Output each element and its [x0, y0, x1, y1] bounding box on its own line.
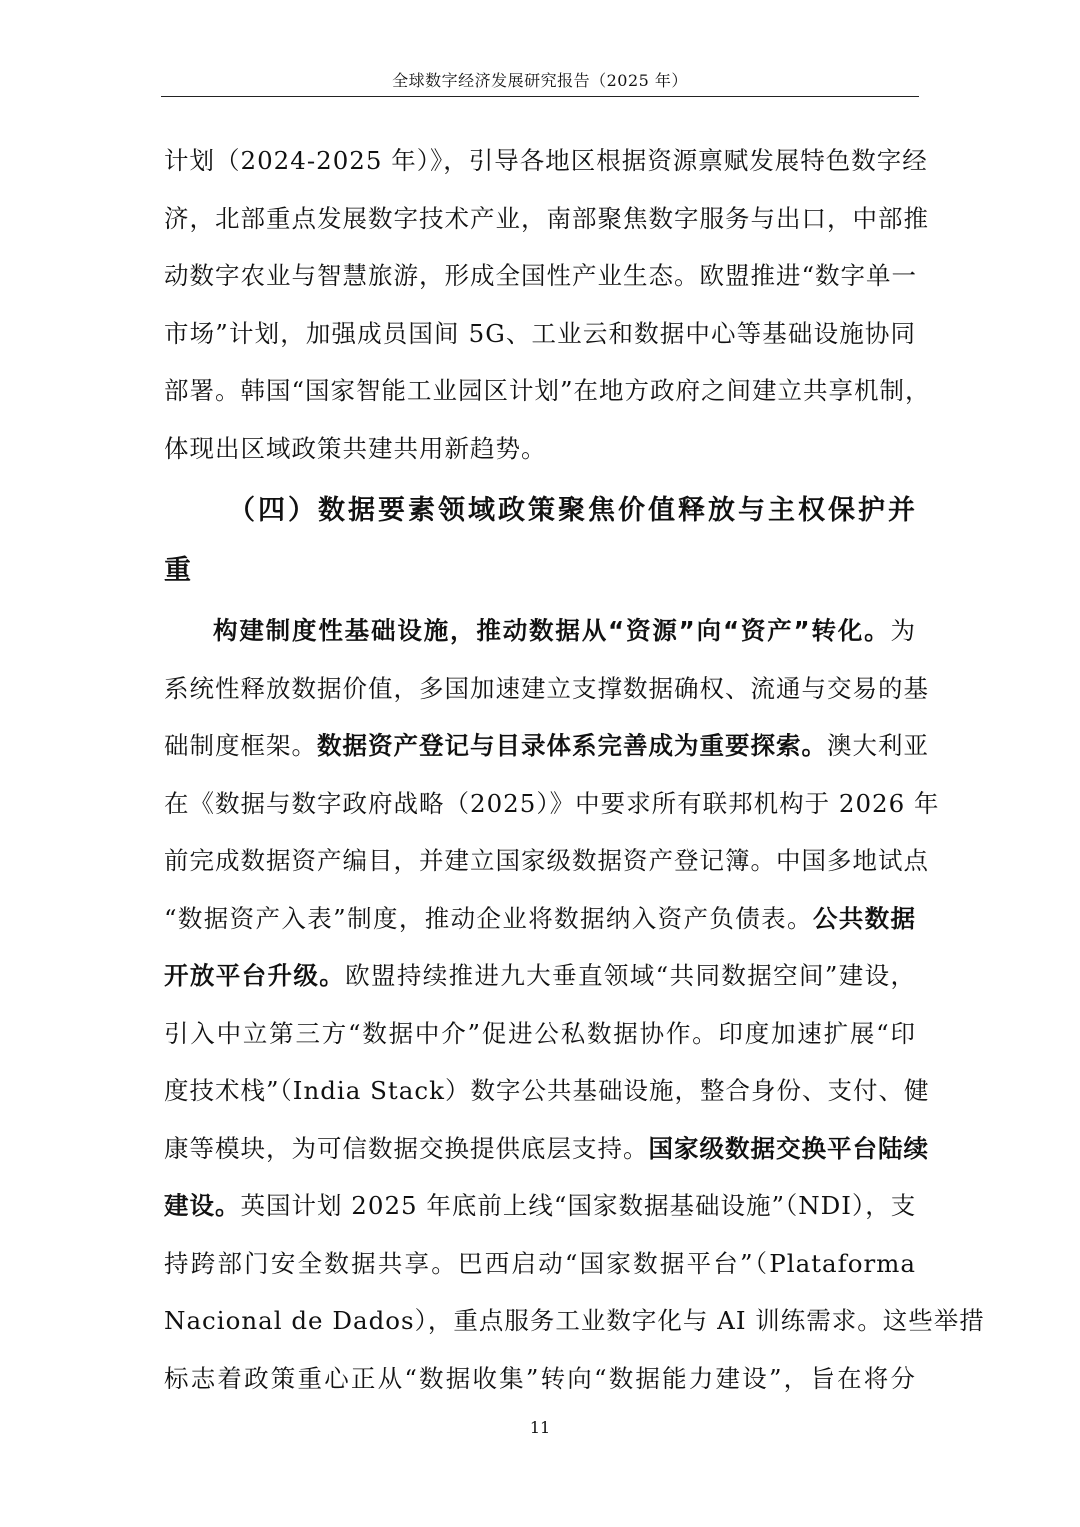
text-run: 澳大利亚: [827, 731, 929, 760]
paragraph-data-elements: [164, 602, 985, 1407]
text-line: 动数字农业与智慧旅游，形成全国性产业生态。欧盟推进“数字单一: [164, 261, 918, 290]
bold-phrase: 开放平台升级。: [164, 961, 346, 990]
page-number: 11: [529, 1418, 551, 1437]
text-line: 济，北部重点发展数字技术产业，南部聚焦数字服务与出口，中部推: [164, 203, 929, 233]
text-line: 前完成数据资产编目，并建立国家级数据资产登记簿。中国多地试点: [164, 846, 929, 875]
header-rule: [161, 96, 919, 97]
bold-phrase: 国家级数据交换平台陆续: [648, 1133, 929, 1163]
text-line: 部署。韩国“国家智能工业园区计划”在地方政府之间建立共享机制，: [164, 376, 931, 405]
text-run: 康等模块，为可信数据交换提供底层支持。: [164, 1133, 649, 1163]
text-line: 持跨部门安全数据共享。巴西启动“国家数据平台”（Plataforma: [164, 1248, 916, 1278]
text-line: 标志着政策重心正从“数据收集”转向“数据能力建设”，旨在将分: [164, 1363, 916, 1393]
bold-phrase: 构建制度性基础设施，推动数据从“资源”向“资产”转化。: [213, 616, 891, 645]
text-run: 英国计划 2025 年底前上线“国家数据基础设施”（NDI），支: [240, 1191, 917, 1220]
bold-phrase: 建设。: [164, 1191, 241, 1220]
section-heading: [164, 481, 916, 601]
bold-phrase: 公共数据: [812, 903, 916, 933]
text-line: [164, 1120, 929, 1178]
text-line: Nacional de Dados），重点服务工业数字化与 AI 训练需求。这些举措: [164, 1306, 985, 1335]
text-line: [164, 602, 916, 660]
text-line: [164, 717, 929, 775]
paragraph-regional-policy: [164, 132, 931, 477]
text-run: “数据资产入表”制度，推动企业将数据纳入资产负债表。: [164, 903, 813, 933]
text-line: 度技术栈”（India Stack）数字公共基础设施，整合身份、支付、健: [164, 1076, 930, 1105]
text-run: 为: [890, 616, 916, 645]
text-line: 系统性释放数据价值，多国加速建立支撑数据确权、流通与交易的基: [164, 673, 929, 703]
text-run: 欧盟持续推进九大垂直领域“共同数据空间”建设，: [345, 961, 916, 990]
text-line: [164, 947, 916, 1005]
text-line: 市场”计划，加强成员国间 5G、工业云和数据中心等基础设施协同: [164, 318, 916, 348]
text-line: 引入中立第三方“数据中介”促进公私数据协作。印度加速扩展“印: [164, 1018, 916, 1048]
text-run: 础制度框架。: [164, 731, 317, 760]
section-heading-line: （四）数据要素领域政策聚焦价值释放与主权保护并: [228, 495, 916, 526]
text-line: 计划（2024-2025 年）》，引导各地区根据资源禀赋发展特色数字经: [164, 146, 928, 175]
page-body: [164, 132, 985, 1407]
text-line: [164, 1177, 916, 1235]
text-line: [164, 890, 916, 948]
running-header: 全球数字经济发展研究报告（2025 年）: [392, 71, 688, 90]
section-heading-line: 重: [164, 555, 192, 586]
text-line: 体现出区域政策共建共用新趋势。: [164, 433, 547, 463]
text-line: 在《数据与数字政府战略（2025）》中要求所有联邦机构于 2026 年: [164, 788, 940, 818]
bold-phrase: 数据资产登记与目录体系完善成为重要探索。: [317, 731, 827, 760]
